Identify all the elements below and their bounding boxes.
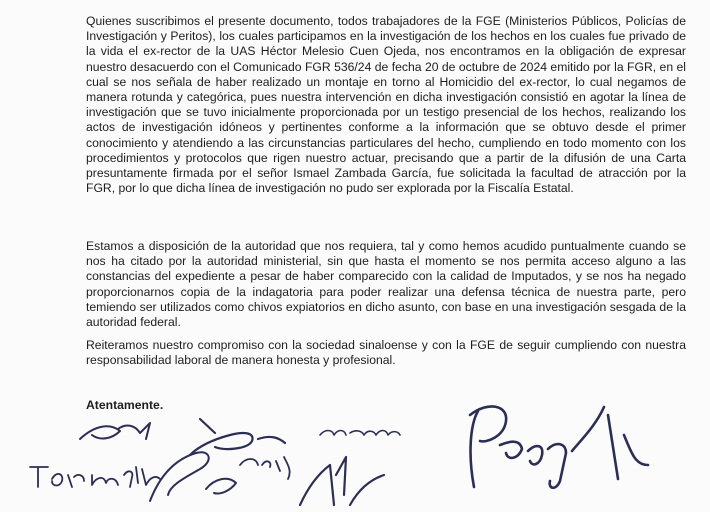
closing-line: Atentamente.	[86, 398, 164, 412]
signature-8	[300, 457, 384, 505]
signature-6	[150, 452, 236, 501]
signatures-area	[0, 395, 710, 512]
paragraph-statement: Quienes suscribimos el presente documento, todos trabajadores de la FGE (Ministerios Públicos, Policías de Investigación y Peritos), los cuales participamos en la investigación de los hechos en los cuales fue privado de la vida el ex-rector de la UAS Héctor Melesio Cuen Ojeda, nos encontramos en la obligación de expresar nuestro desacuerdo con el Comunicado FGR 536/24 de fecha 20 de octubre de 2024 emitido por la FGR, en el cual se nos señala de haber realizado un montaje en torno al Homicidio del ex-rector, lo cual negamos de manera rotunda y categórica, pues nuestra intervención en dicha investigación consistió en agotar la línea de investigación que se tuvo inicialmente proporcionada por un testigo presencial de los hechos, realizando los actos de investigación idóneos y pertinentes conforme a la información que se obtuvo desde el primer conocimiento y atendiendo a las circunstancias particulares del hecho, cumpliendo en todo momento con los procedimientos y protocolos que rigen nuestro actuar, precisando que a partir de la difusión de una Carta presuntamente firmada por el señor Ismael Zambada García, fue solicitada la facultad de atracción por la FGR, por lo que dicha línea de investigación no pudo ser explorada por la Fiscalía Estatal.	[86, 14, 686, 196]
signature-3	[320, 431, 400, 436]
signature-4	[470, 406, 648, 487]
paragraph-availability: Estamos a disposición de la autoridad que nos requiera, tal y como hemos acudido puntualmente cuando se nos ha citado por la autoridad ministerial, sin que hasta el momento se nos permita acceso alguno a las constancias del expediente a pesar de haber comparecido con la calidad de Imputados, y se nos ha negado proporcionarnos copia de la indagatoria para poder realizar una defensa técnica de nuestra parte, pero temiendo ser utilizados como chivos expiatorios en dicho asunto, con base en una investigación sesgada de la autoridad federal.	[86, 239, 686, 330]
paragraph-commitment: Reiteramos nuestro compromiso con la sociedad sinaloense y con la FGE de seguir cumpliendo con nuestra responsabilidad laboral de manera honesta y profesional.	[86, 338, 686, 368]
signature-7	[240, 457, 290, 479]
signature-2	[190, 419, 285, 455]
signature-1	[80, 423, 150, 439]
signature-5	[30, 467, 160, 487]
